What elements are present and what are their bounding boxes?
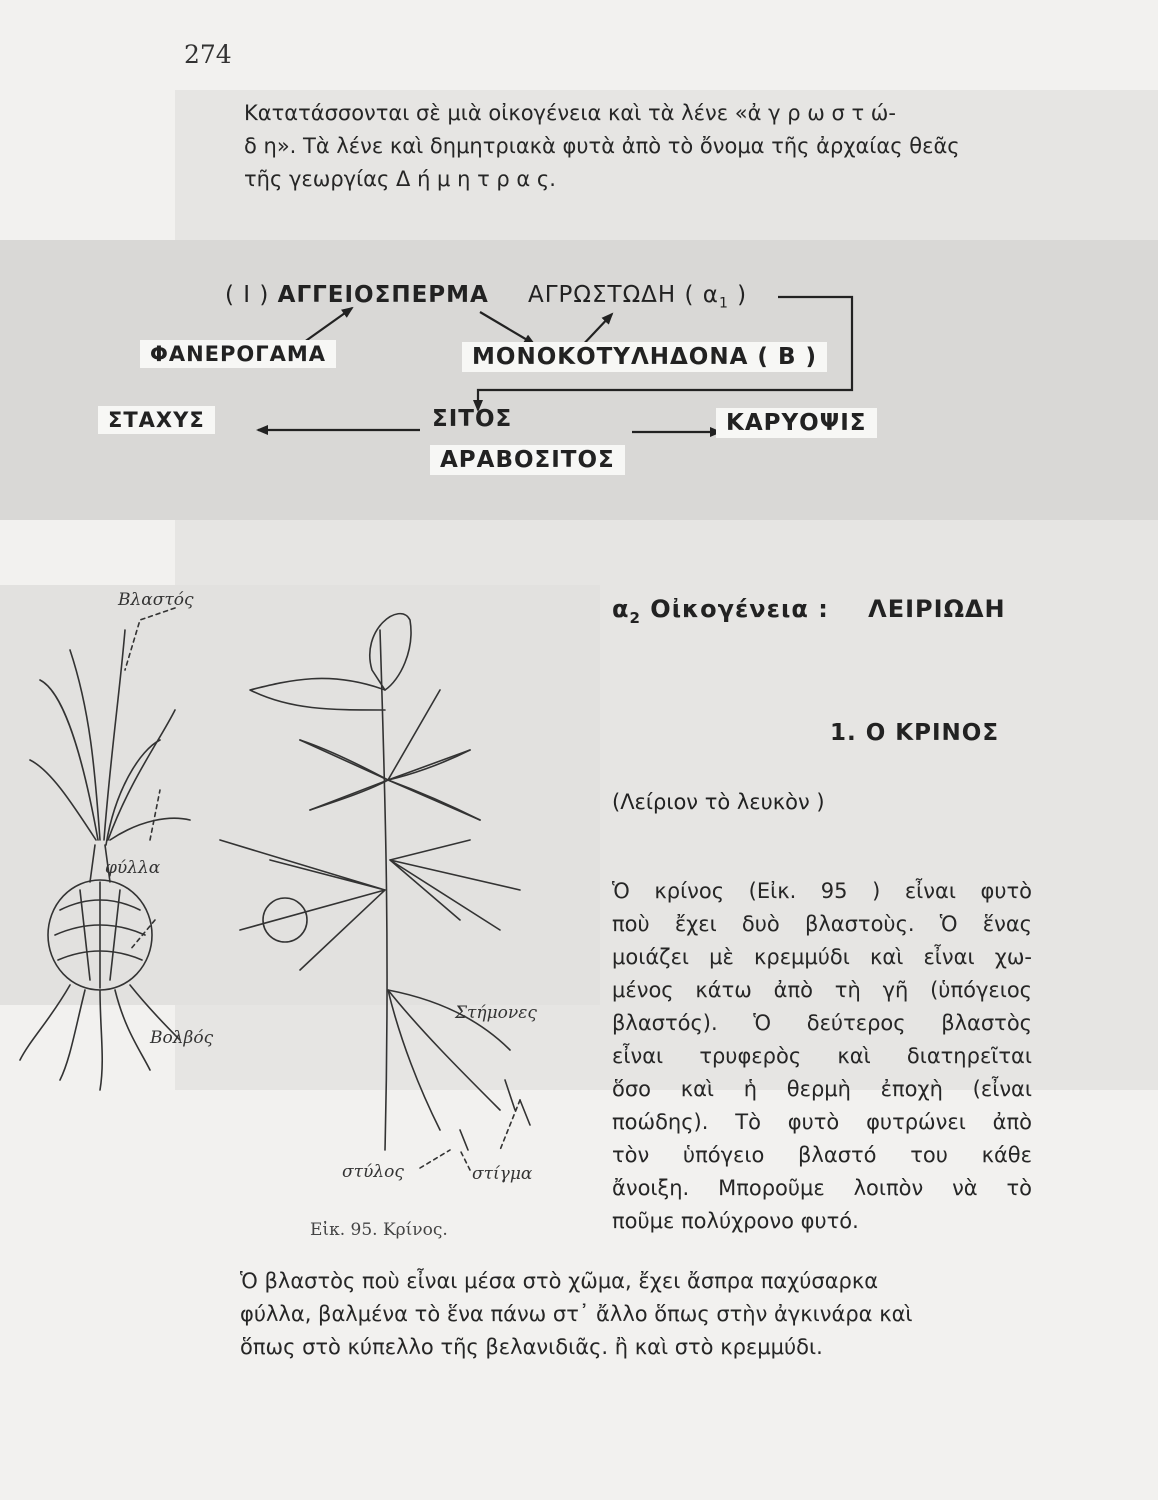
bulb-scales	[80, 882, 120, 988]
stamens	[460, 1080, 530, 1150]
body-line: ἄνοιξη. Μποροῦμε λοιπὸν νὰ τὸ	[612, 1176, 1032, 1200]
diagram-prefix-roman: ( I )	[225, 282, 270, 308]
diagram-node-agrostodi	[528, 282, 747, 312]
lily-petal	[300, 740, 388, 810]
body-line: μένος κάτω ἀπὸ τὴ γῆ (ὑπόγειος	[612, 978, 1032, 1002]
angeiosperma-label: ΑΓΓΕΙΟΣΠΕΡΜΑ	[277, 282, 489, 308]
leader-vlastos	[125, 608, 175, 670]
figure-label-fylla: φύλλα	[105, 858, 161, 878]
body-line: φύλλα, βαλμένα τὸ ἕνα πάνω στ᾽ ἄλλο ὅπως στὴν ἀγκινάρα καὶ	[240, 1302, 913, 1326]
body-line: εἶναι τρυφερὸς καὶ διατηρεῖται	[612, 1044, 1032, 1068]
diagram-node-sitos: ΣΙΤΟΣ	[432, 406, 513, 432]
lily-bud-side	[250, 678, 385, 710]
diagram-node-stachys: ΣΤΑΧΥΣ	[98, 406, 215, 434]
figure-caption: Εἰκ. 95. Κρίνος.	[310, 1220, 448, 1240]
family-prefix-subscript: 2	[629, 608, 641, 627]
figure-label-volvos: Βολβός	[150, 1028, 214, 1048]
page-number: 274	[184, 40, 232, 69]
figure-label-stimones: Στήμονες	[455, 1003, 537, 1023]
diagram-node-fanerogama: ΦΑΝΕΡΟΓΑΜΑ	[140, 340, 336, 368]
family-prefix: α	[612, 595, 630, 623]
agrostodi-label: ΑΓΡΩΣΤΩΔΗ ( α	[528, 282, 719, 308]
body-line: τὸν ὑπόγειο βλαστό του κάθε	[612, 1143, 1032, 1167]
family-heading	[612, 595, 1006, 627]
left-leaf	[30, 760, 96, 840]
left-leaf	[70, 650, 100, 840]
diagram-node-karyopsis: ΚΑΡΥΟΨΙΣ	[716, 408, 877, 438]
body-line: Ὁ βλαστὸς ποὺ εἶναι μέσα στὸ χῶμα, ἔχει ἄσπρα παχύσαρκα	[240, 1269, 879, 1293]
lily-petal	[388, 750, 480, 820]
intro-line: δ η». Τὰ λένε καὶ δημητριακὰ φυτὰ ἀπὸ τὸ ὄνομα τῆς ἀρχαίας θεᾶς	[244, 134, 960, 158]
section-subtitle: (Λείριον τὸ λευκὸν )	[612, 790, 825, 814]
intro-line: τῆς γεωργίας Δ ή μ η τ ρ α ς.	[244, 167, 556, 191]
body-paragraph-right	[612, 875, 1032, 1238]
body-line: ποὺ ἔχει δυὸ βλαστοὺς. Ὁ ἕνας	[612, 912, 1032, 936]
lily-drawing	[0, 590, 600, 1190]
lily-bud	[370, 614, 411, 690]
diagram-node-monokotyledona: ΜΟΝΟΚΟΤΥΛΗΔΟΝΑ ( Β )	[462, 342, 827, 372]
body-line: μοιάζει μὲ κρεμμύδι καὶ εἶναι χω-	[612, 945, 1032, 969]
figure-label-stylos: στύλος	[342, 1162, 404, 1182]
agrostodi-close: )	[728, 282, 748, 308]
lily-flower-right	[390, 840, 520, 930]
arrow-angeiosperma-to-monokotyledona	[480, 312, 534, 344]
agrostodi-subscript: 1	[718, 295, 729, 312]
body-line: Ὁ κρίνος (Εἰκ. 95 ) εἶναι φυτὸ	[612, 879, 1032, 903]
family-name: ΛΕΙΡΙΩΔΗ	[868, 595, 1006, 623]
intro-line: Κατατάσσονται σὲ μιὰ οἰκογένεια καὶ τὰ λένε «ἀ γ ρ ω σ τ ώ-	[244, 101, 896, 125]
diagram-node-angeiosperma	[225, 282, 489, 308]
body-line: ποώδης). Τὸ φυτὸ φυτρώνει ἀπὸ	[612, 1110, 1032, 1134]
intro-paragraph	[244, 97, 1044, 196]
classification-diagram	[0, 270, 1158, 490]
lily-flower-center	[263, 898, 307, 942]
diagram-node-aravositos: ΑΡΑΒΟΣΙΤΟΣ	[430, 445, 625, 475]
figure-label-stigma: στίγμα	[472, 1164, 533, 1184]
figure-label-vlastos: Βλαστός	[118, 590, 194, 610]
leader-fylla	[150, 790, 160, 840]
leader-stimones	[500, 1100, 520, 1150]
lily-flower-left	[220, 840, 385, 970]
left-leaf	[40, 680, 98, 840]
section-title: 1. Ο ΚΡΙΝΟΣ	[830, 720, 1000, 746]
body-line: ὅσο καὶ ἡ θερμὴ ἐποχὴ (εἶναι	[612, 1077, 1032, 1101]
body-paragraph-bottom	[240, 1265, 1030, 1364]
body-line: ὅπως στὸ κύπελλο τῆς βελανιδιᾶς. ἢ καὶ στὸ κρεμμύδι.	[240, 1335, 823, 1359]
lily-illustration	[0, 590, 600, 1190]
family-label: Οἰκογένεια :	[650, 595, 829, 623]
body-line: ποῦμε πολύχρονο φυτό.	[612, 1209, 859, 1233]
leader-stylos-stigma	[420, 1150, 470, 1170]
body-line: βλαστός). Ὁ δεύτερος βλαστὸς	[612, 1011, 1032, 1035]
left-leaf	[108, 710, 175, 840]
